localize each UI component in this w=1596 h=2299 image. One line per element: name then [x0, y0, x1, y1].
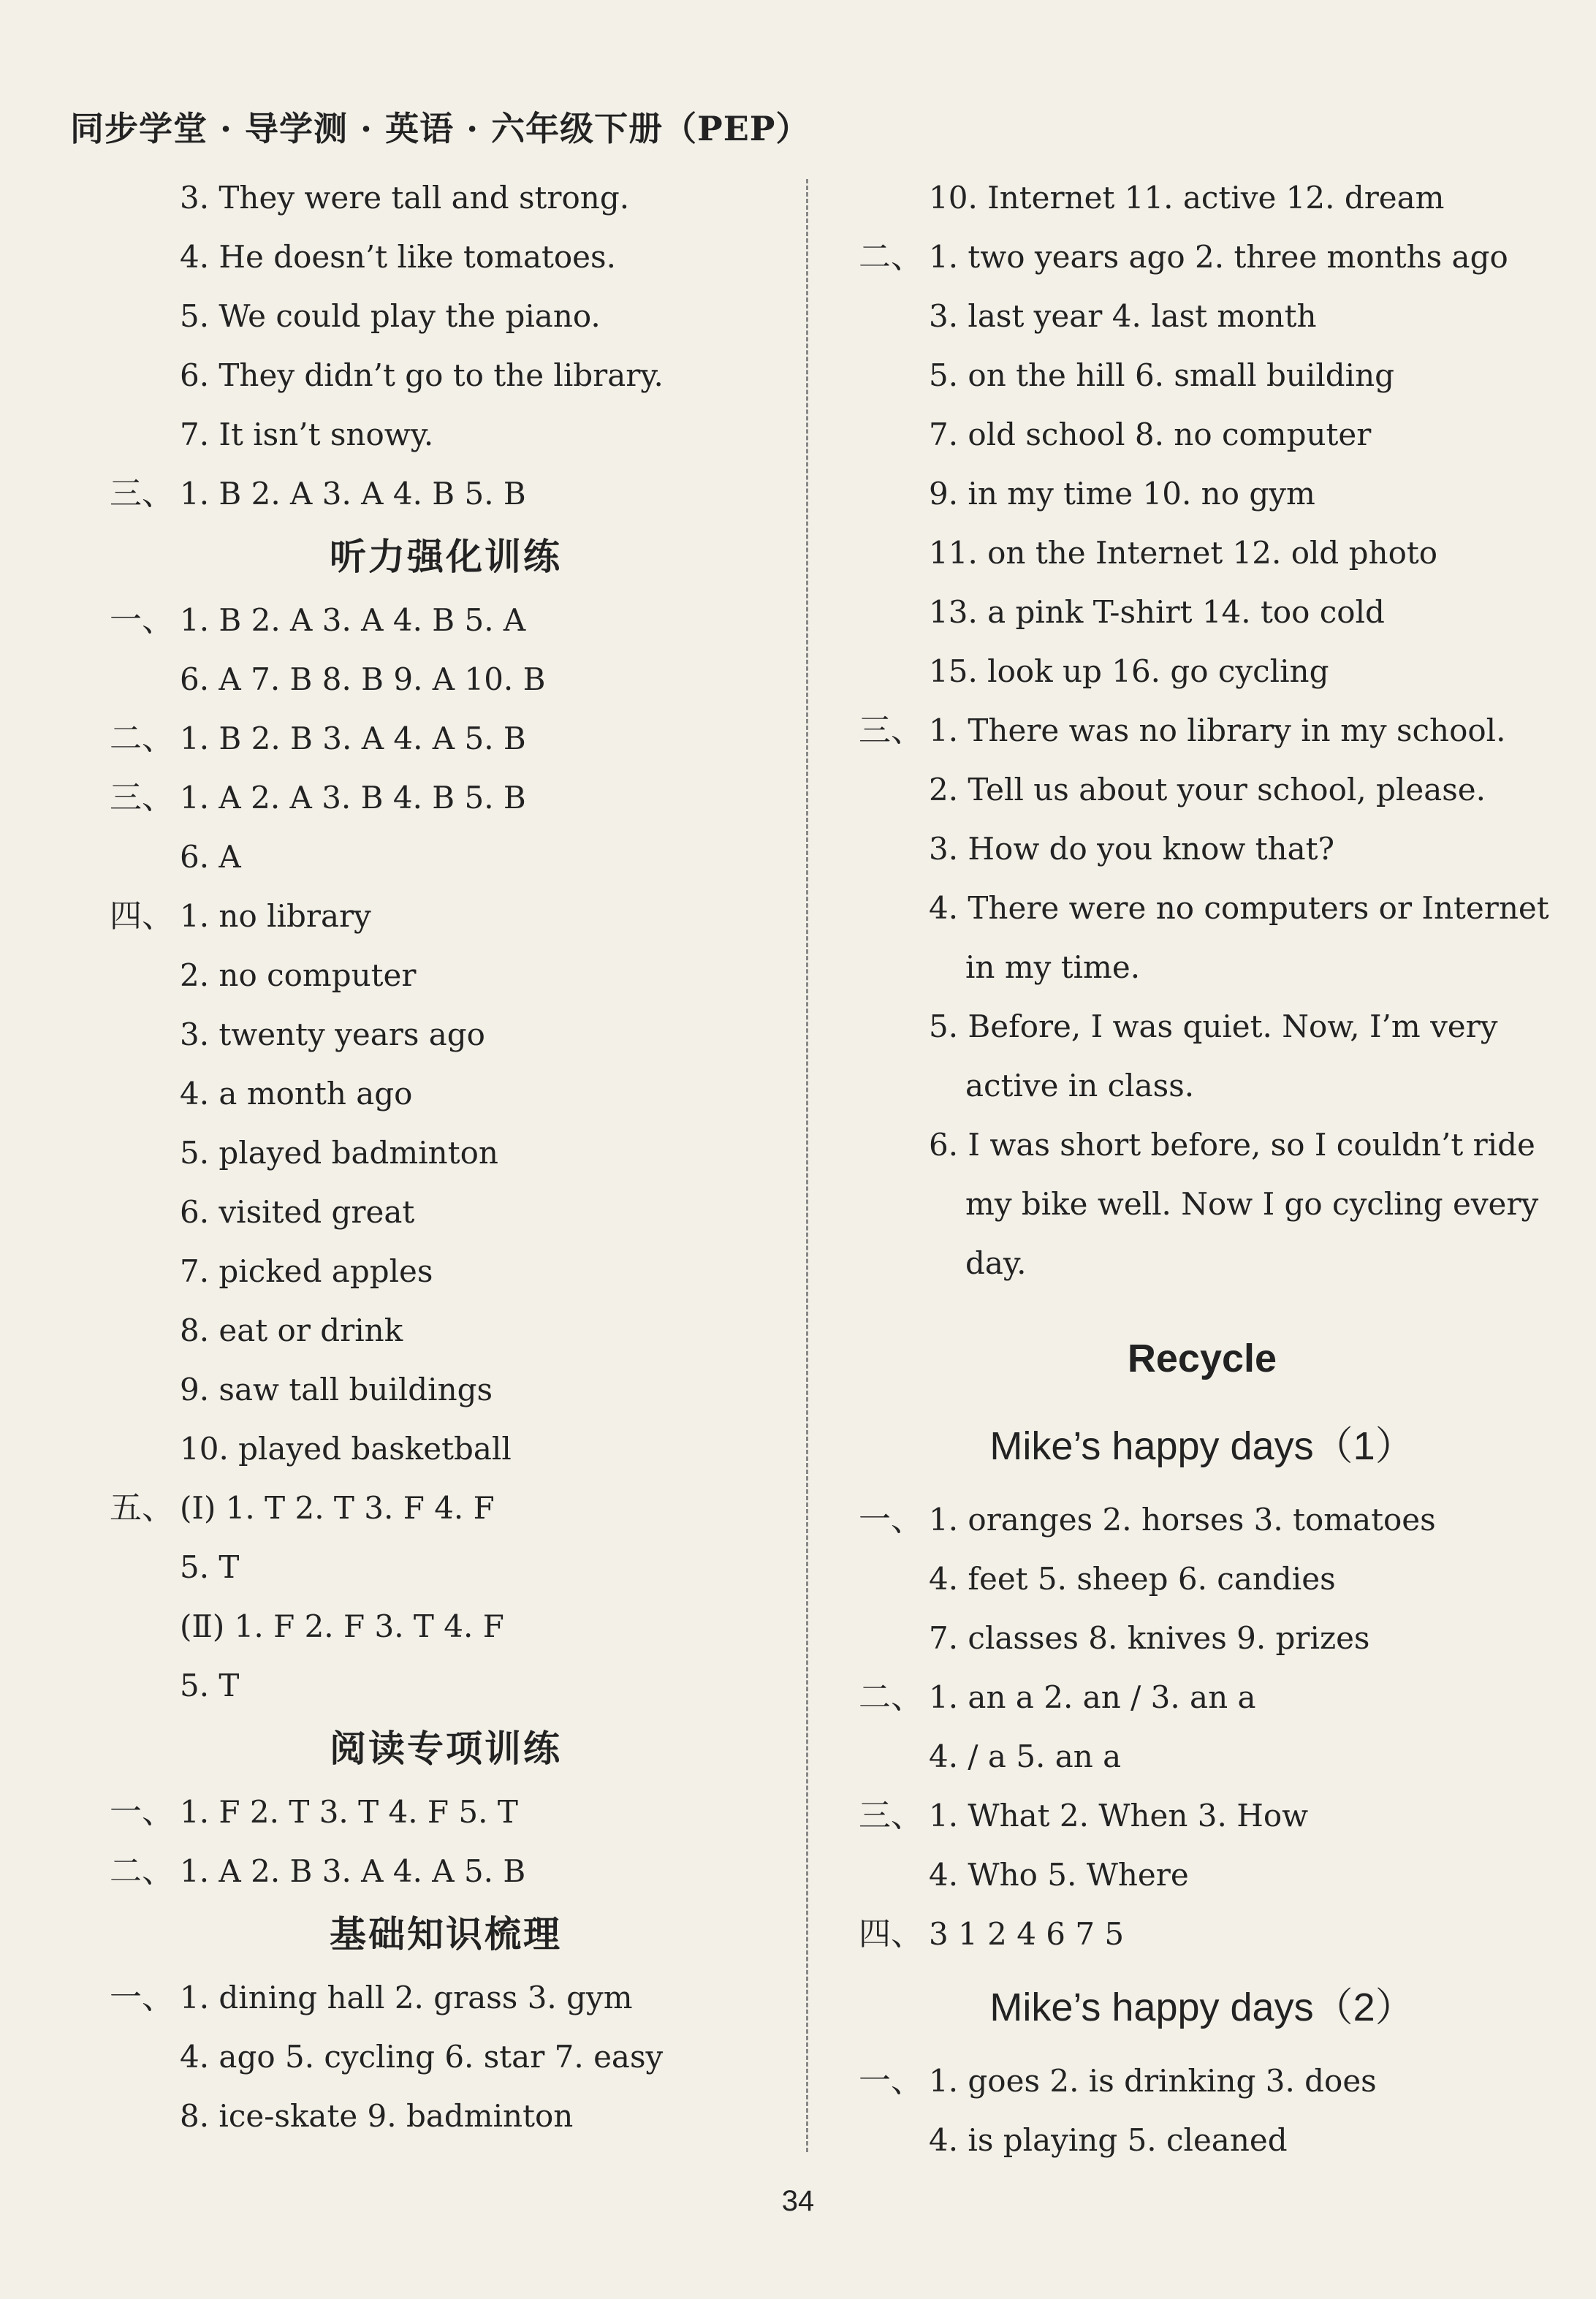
section-title-recycle: Recycle [1127, 1337, 1277, 1380]
section-marker: 二、 [110, 720, 174, 757]
answer-line [859, 346, 1546, 405]
answer-text: 7. It isn’t snowy. [180, 417, 434, 452]
answer-line [859, 168, 1546, 227]
answer-line [110, 286, 782, 346]
answer-line [110, 346, 782, 405]
answer-text: 1. A 2. A 3. B 4. B 5. B [180, 780, 526, 816]
answer-text: 13. a pink T-shirt 14. too cold [929, 594, 1385, 630]
answer-text: 1. B 2. A 3. A 4. B 5. B [180, 476, 526, 512]
answer-line [110, 886, 782, 946]
answer-text: day. [965, 1245, 1027, 1281]
section-marker: 四、 [110, 897, 174, 935]
section-marker: 一、 [859, 2062, 923, 2100]
answer-line [859, 1490, 1546, 1549]
answer-text: 10. Internet 11. active 12. dream [929, 180, 1445, 216]
answer-text: my bike well. Now I go cycling every [965, 1186, 1539, 1222]
answer-line [859, 1115, 1546, 1174]
answer-line [110, 768, 782, 827]
answer-text: 5. T [180, 1549, 240, 1585]
answer-line [859, 286, 1546, 346]
answer-line [110, 464, 782, 523]
answer-line [110, 650, 782, 709]
answer-text: 9. saw tall buildings [180, 1372, 493, 1407]
answer-text: 7. classes 8. knives 9. prizes [929, 1620, 1370, 1656]
section-marker: 一、 [110, 601, 174, 639]
answer-text: 3. They were tall and strong. [180, 180, 630, 216]
section-marker: 五、 [110, 1489, 174, 1527]
answer-text: 5. Before, I was quiet. Now, I’m very [929, 1008, 1498, 1044]
left-top-answers [110, 168, 782, 523]
answer-line [110, 590, 782, 650]
answer-line [110, 405, 782, 464]
answer-text: 8. eat or drink [180, 1312, 403, 1348]
answer-text: 1. There was no library in my school. [929, 712, 1506, 748]
answer-text: 6. A [180, 839, 241, 875]
answer-line [110, 1782, 782, 1842]
answer-line [110, 1064, 782, 1123]
answer-line [110, 1842, 782, 1901]
answer-line [859, 2051, 1546, 2110]
section-marker: 三、 [110, 475, 174, 512]
answer-text: 6. I was short before, so I couldn’t ride [929, 1127, 1535, 1163]
answer-text: (Ⅱ) 1. F 2. F 3. T 4. F [180, 1608, 504, 1644]
answer-text: 4. ago 5. cycling 6. star 7. easy [180, 2039, 664, 2075]
answer-text: 15. look up 16. go cycling [929, 653, 1329, 689]
answer-text: 3. last year 4. last month [929, 298, 1317, 334]
column-divider [806, 179, 808, 2152]
answer-text: 1. dining hall 2. grass 3. gym [180, 1980, 633, 2015]
answer-text: 1. What 2. When 3. How [929, 1798, 1309, 1834]
answer-text: 1. A 2. B 3. A 4. A 5. B [180, 1853, 526, 1889]
answer-line [110, 1478, 782, 1538]
answer-text: 7. picked apples [180, 1253, 433, 1289]
answer-line [859, 997, 1546, 1056]
mike-2-answers [859, 2051, 1546, 2170]
answer-line [110, 1005, 782, 1064]
answer-text: 11. on the Internet 12. old photo [929, 535, 1438, 571]
section-marker: 一、 [110, 1793, 174, 1831]
answer-line [110, 227, 782, 286]
answer-line [859, 878, 1549, 938]
section-marker: 二、 [859, 1679, 923, 1716]
answer-line [110, 2086, 782, 2146]
answer-text: 1. oranges 2. horses 3. tomatoes [929, 1502, 1436, 1538]
subsection-title-mike-2: Mike’s happy days（2） [989, 1985, 1415, 2029]
answer-text: 7. old school 8. no computer [929, 417, 1372, 452]
answer-line [859, 1234, 1546, 1293]
answer-text: 4. a month ago [180, 1076, 413, 1112]
answer-text: 1. goes 2. is drinking 3. does [929, 2063, 1377, 2099]
reading-answers [110, 1782, 782, 1901]
section-marker: 二、 [110, 1852, 174, 1890]
answer-line [110, 2027, 782, 2086]
answer-line [110, 1182, 782, 1242]
answer-line [859, 1904, 1546, 1964]
answer-text: 4. He doesn’t like tomatoes. [180, 239, 616, 275]
mike-1-answers [859, 1490, 1546, 1964]
answer-text: active in class. [965, 1068, 1195, 1103]
answer-text: 1. B 2. A 3. A 4. B 5. A [180, 602, 526, 638]
answer-text: 5. T [180, 1668, 240, 1703]
answer-text: 1. B 2. B 3. A 4. A 5. B [180, 721, 526, 756]
spacer [859, 1293, 1546, 1315]
answer-line [859, 523, 1546, 582]
answer-line [859, 1845, 1546, 1904]
answer-line [110, 827, 782, 886]
answer-text: 4. / a 5. an a [929, 1738, 1122, 1774]
answer-line [110, 168, 782, 227]
answer-text: (Ⅰ) 1. T 2. T 3. F 4. F [180, 1490, 495, 1526]
answer-text: 2. no computer [180, 957, 417, 993]
listening-answers [110, 590, 782, 1715]
answer-text: 4. Who 5. Where [929, 1857, 1189, 1893]
answer-line [110, 1656, 782, 1715]
answer-line [859, 701, 1546, 760]
section-marker: 一、 [859, 1501, 923, 1538]
answer-line [110, 1538, 782, 1597]
answer-text: 5. played badminton [180, 1135, 498, 1171]
answer-line [859, 227, 1546, 286]
section-marker: 四、 [859, 1915, 923, 1953]
section-title-basics: 基础知识梳理 [330, 1913, 562, 1956]
answer-line [859, 1668, 1546, 1727]
answer-line [859, 2110, 1546, 2170]
answer-text: 5. on the hill 6. small building [929, 357, 1395, 393]
answer-text: 9. in my time 10. no gym [929, 476, 1315, 512]
answer-line [859, 1608, 1546, 1668]
answer-text: 1. an a 2. an / 3. an a [929, 1679, 1256, 1715]
answer-line [110, 946, 782, 1005]
answer-line [859, 1549, 1546, 1608]
answer-line [859, 1056, 1546, 1115]
right-column [859, 168, 1549, 2170]
answer-text: 6. visited great [180, 1194, 415, 1230]
basics-answers [110, 1968, 782, 2146]
answer-text: 1. no library [180, 898, 371, 934]
answer-line [110, 1968, 782, 2027]
answer-text: 2. Tell us about your school, please. [929, 772, 1486, 808]
answer-text: in my time. [965, 949, 1141, 985]
answer-text: 3. twenty years ago [180, 1016, 485, 1052]
section-marker: 三、 [859, 1797, 923, 1834]
answer-line [110, 1597, 782, 1656]
answer-line [859, 582, 1546, 642]
answer-line [859, 1786, 1546, 1845]
right-top-answers [859, 168, 1549, 1293]
page-header: 同步学堂 · 导学测 · 英语 · 六年级下册（PEP） [70, 109, 810, 148]
subsection-title-mike-1: Mike’s happy days（1） [989, 1424, 1415, 1468]
answer-line [859, 819, 1546, 878]
answer-text: 4. is playing 5. cleaned [929, 2122, 1288, 2158]
answer-text: 4. There were no computers or Internet [929, 890, 1549, 926]
answer-line [110, 1123, 782, 1182]
answer-line [859, 642, 1546, 701]
answer-line [110, 1242, 782, 1301]
answer-line [859, 464, 1546, 523]
answer-text: 3. How do you know that? [929, 831, 1335, 867]
answer-text: 6. They didn’t go to the library. [180, 357, 664, 393]
section-title-listening: 听力强化训练 [330, 536, 562, 578]
answer-text: 1. F 2. T 3. T 4. F 5. T [180, 1794, 518, 1830]
page-number: 34 [781, 2185, 815, 2217]
answer-line [859, 405, 1546, 464]
left-column [110, 168, 782, 2146]
answer-line [110, 1419, 782, 1478]
answer-line [859, 760, 1546, 819]
answer-text: 8. ice-skate 9. badminton [180, 2098, 574, 2134]
answer-line [110, 1301, 782, 1360]
answer-line [859, 1174, 1546, 1234]
answer-line [859, 938, 1546, 997]
answer-text: 4. feet 5. sheep 6. candies [929, 1561, 1336, 1597]
answer-text: 5. We could play the piano. [180, 298, 601, 334]
answer-text: 1. two years ago 2. three months ago [929, 239, 1508, 275]
answer-line [110, 709, 782, 768]
answer-line [110, 1360, 782, 1419]
section-marker: 二、 [859, 238, 923, 276]
answer-line [859, 1727, 1546, 1786]
section-marker: 一、 [110, 1979, 174, 2016]
section-title-reading: 阅读专项训练 [330, 1728, 562, 1770]
section-marker: 三、 [859, 712, 923, 749]
section-marker: 三、 [110, 779, 174, 816]
answer-text: 10. played basketball [180, 1431, 512, 1467]
answer-text: 6. A 7. B 8. B 9. A 10. B [180, 661, 546, 697]
answer-text: 3 1 2 4 6 7 5 [929, 1916, 1125, 1952]
